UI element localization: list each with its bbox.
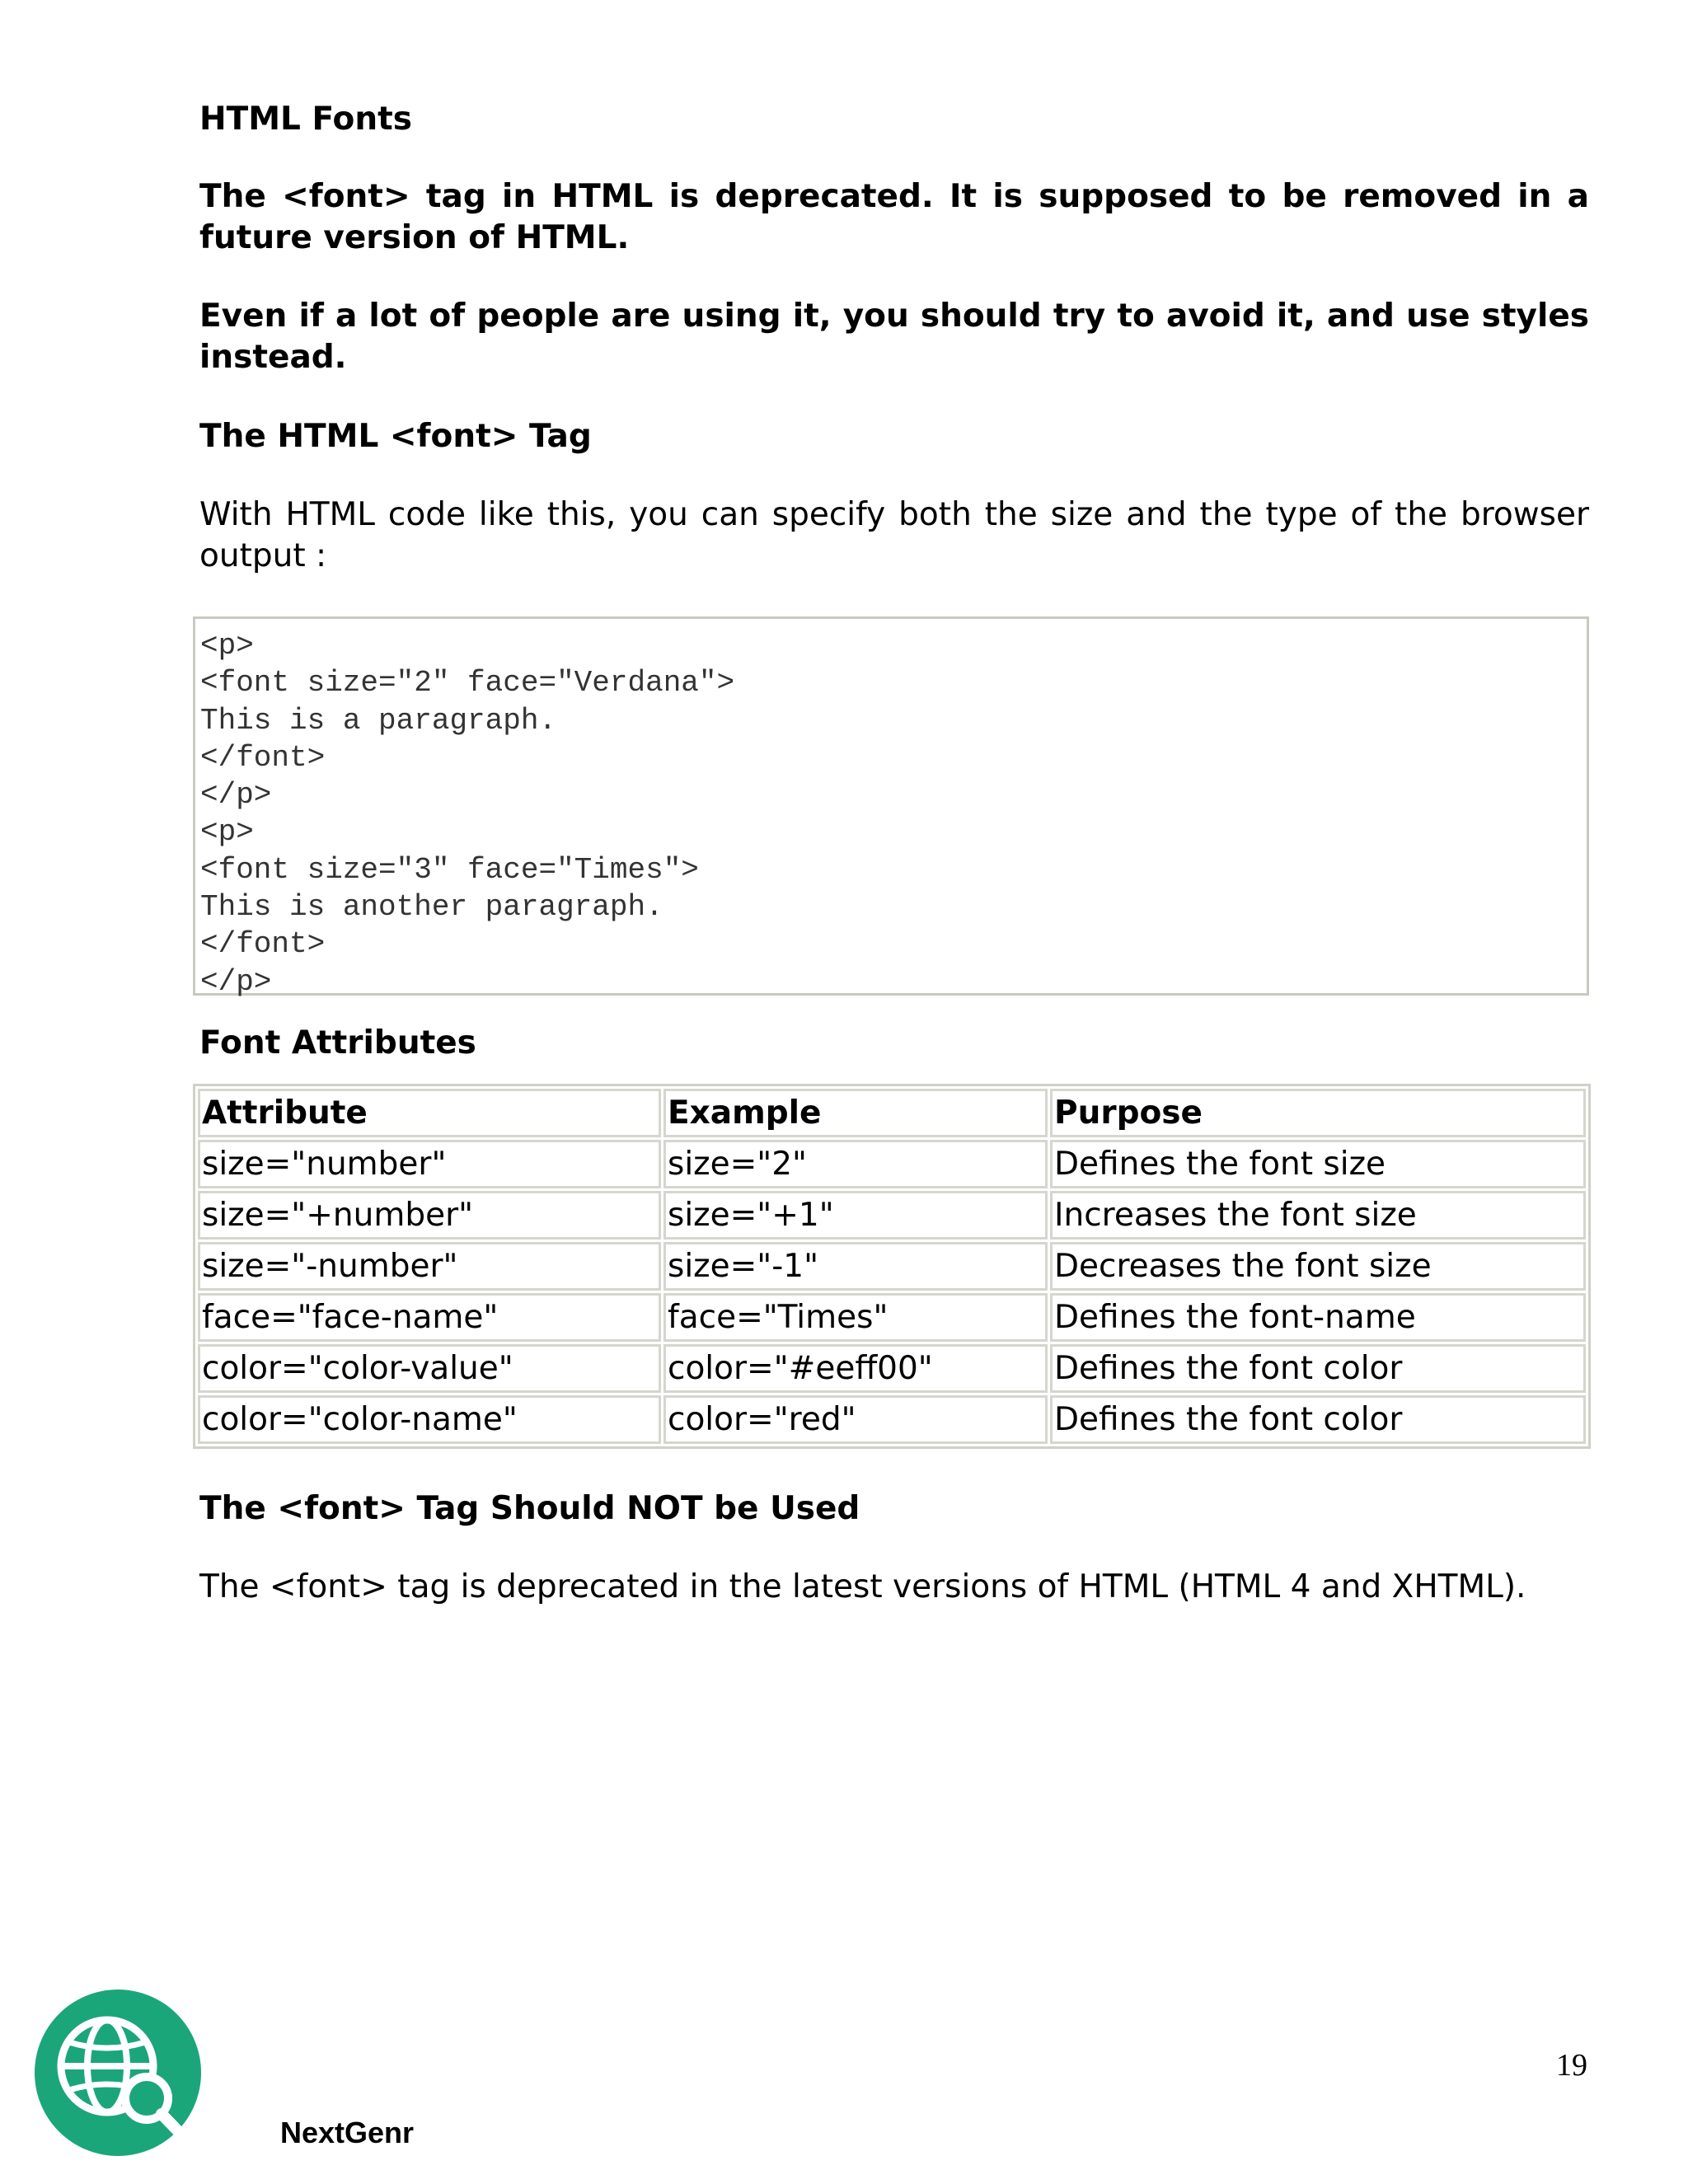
- page-number: 19: [1556, 2048, 1587, 2083]
- table-cell-purpose: Defines the font size: [1050, 1140, 1586, 1188]
- heading-html-fonts: HTML Fonts: [199, 101, 412, 138]
- table-row: [198, 1293, 1586, 1342]
- table-header-row: [198, 1089, 1586, 1137]
- paragraph-code-intro: With HTML code like this, you can specify both the size and the type of the browser output :: [199, 496, 1589, 574]
- table-cell-example: color="red": [663, 1395, 1048, 1444]
- table-header-purpose: Purpose: [1050, 1089, 1586, 1137]
- table-row: [198, 1140, 1586, 1188]
- table-cell-attribute: color="color-value": [198, 1344, 661, 1393]
- table-row: [198, 1191, 1586, 1240]
- brand-name: NextGenr: [280, 2116, 415, 2149]
- table-row: [198, 1395, 1586, 1444]
- table-cell-attribute: face="face-name": [198, 1293, 661, 1342]
- table-cell-attribute: size="+number": [198, 1191, 661, 1240]
- table-cell-example: size="2": [663, 1140, 1048, 1188]
- globe-search-icon: [33, 1988, 203, 2158]
- table-row: [198, 1242, 1586, 1291]
- table-cell-purpose: Increases the font size: [1050, 1191, 1586, 1240]
- code-example-box: [193, 616, 1589, 999]
- paragraph-deprecated: The <font> tag in HTML is deprecated. It is supposed to be removed in a future version of HTML.: [199, 178, 1589, 256]
- heading-should-not-be-used: The <font> Tag Should NOT be Used: [199, 1490, 860, 1527]
- paragraph-deprecated-versions: The <font> tag is deprecated in the latest versions of HTML (HTML 4 and XHTML).: [199, 1568, 1526, 1605]
- table-row: [198, 1344, 1586, 1393]
- table-cell-example: face="Times": [663, 1293, 1048, 1342]
- table-cell-purpose: Decreases the font size: [1050, 1242, 1586, 1291]
- font-attributes-table: [193, 1084, 1591, 1449]
- table-cell-example: size="-1": [663, 1242, 1048, 1291]
- table-cell-example: color="#eeff00": [663, 1344, 1048, 1393]
- heading-font-tag: The HTML <font> Tag: [199, 418, 592, 455]
- table-header-example: Example: [663, 1089, 1048, 1137]
- paragraph-avoid: Even if a lot of people are using it, you should try to avoid it, and use styles instead.: [199, 298, 1589, 376]
- table-header-attribute: Attribute: [198, 1089, 661, 1137]
- table-cell-purpose: Defines the font color: [1050, 1395, 1586, 1444]
- table-cell-example: size="+1": [663, 1191, 1048, 1240]
- table-cell-purpose: Defines the font-name: [1050, 1293, 1586, 1342]
- code-example: <p> <font size="2" face="Verdana"> This is a paragraph. </font> </p> <p> <font size="3" face="Times"> This is another paragraph. </font> </p>: [200, 629, 735, 999]
- table-cell-attribute: size="number": [198, 1140, 661, 1188]
- heading-font-attributes: Font Attributes: [199, 1024, 476, 1062]
- table-cell-attribute: size="-number": [198, 1242, 661, 1291]
- table-cell-purpose: Defines the font color: [1050, 1344, 1586, 1393]
- table-cell-attribute: color="color-name": [198, 1395, 661, 1444]
